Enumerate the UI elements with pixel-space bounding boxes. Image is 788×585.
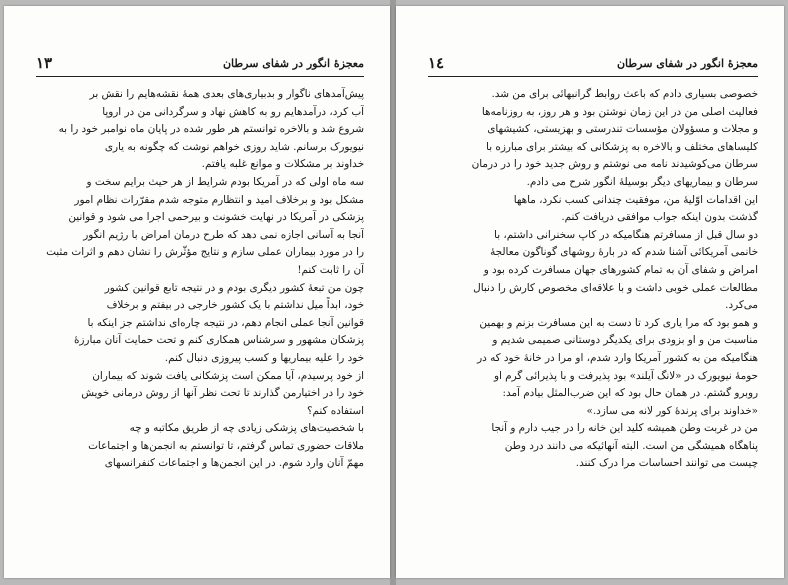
text-line: خود، ابداً میل نداشتم با یک کشور خارجی در بیفتم و برخلاف: [106, 299, 364, 312]
running-header: [428, 54, 758, 77]
left-page: [4, 6, 390, 578]
right-page: [396, 6, 784, 578]
text-line: امراض و شفای آن به تمام کشورهای جهان مسافرت کرده بود و: [483, 263, 758, 276]
text-line: سه ماه اولی که در آمریکا بودم شرایط از هر حیث برایم سخت و: [86, 175, 364, 188]
page-number: ١٣: [36, 54, 53, 72]
text-line: استفاده کنم؟: [306, 404, 364, 417]
text-line: هنگامیکه من به کشور آمریکا وارد شدم، او مرا در خانهٔ خود که در: [477, 351, 758, 364]
text-line: دو سال قبل از مسافرتم هنگامیکه در کاپ سخنرانی داشتم، با: [494, 228, 758, 241]
text-line: قوانین آنجا عملی انجام دهم، در نتیجه چاره‌ای نداشتم جز اینکه با: [87, 316, 364, 329]
text-line: روبرو گشتم. در همان حال بود که این ضرب‌المثل بیادم آمد:: [502, 387, 758, 400]
text-line: گذشت بدون اینکه جواب موافقی دریافت کنم.: [561, 211, 758, 224]
text-line: پزشکی در آمریکا در نهایت خشونت و بیرحمی اجرا می شود و قوانین: [68, 211, 364, 224]
text-line: سرطان می‌کوشیدند نامه می نوشتم و روش جدید خود را در درمان: [471, 158, 758, 171]
text-line: مطالعات عملی خوبی داشت و با علاقه‌ای مخصوص کارش را دنبال: [473, 281, 758, 294]
text-line: کلیساهای مختلف و بالاخره به پزشکانی که بیشتر برای مبارزه با: [486, 140, 758, 153]
text-line: این اقدامات اوّلیهٔ من، موفقیت چندانی کسب نکرد، ماهها: [513, 193, 758, 206]
text-line: شروع شد و بالاخره توانستم هر طور شده در پایان ماه نوامبر خود را به: [58, 123, 364, 136]
running-header: [36, 54, 364, 77]
text-line: من در غربت وطن همیشه کلید این خانه را در جیب دارم و آنجا: [491, 422, 758, 435]
page-body-text: [428, 86, 758, 473]
text-line: چون من تبعهٔ کشور دیگری بودم و در نتیجه تابع قوانین کشور: [104, 281, 364, 294]
text-line: خداوند بر مشکلات و موانع غلبه یافتم.: [201, 158, 364, 171]
text-line: با شخصیت‌های پزشکی زیادی چه از طریق مکاتبه و چه: [129, 422, 364, 435]
text-line: نیویورک برسانم. شاید روزی خواهم نوشت که چگونه به یاری: [104, 140, 364, 153]
text-line: و همو بود که مرا یاری کرد تا دست به این مسافرت بزنم و بهمین: [479, 316, 758, 329]
text-line: سرطان و بیماریهای دیگر بوسیلهٔ انگور شرح می دادم.: [526, 175, 758, 188]
text-line: خود را علیه بیماریها و کسب پیروزی دنبال کنم.: [164, 351, 364, 364]
text-line: چیست می توانند احساسات مرا درک کنند.: [575, 457, 758, 470]
page-body-text: [36, 86, 364, 473]
text-line: مهمّ آنان وارد شوم. در این انجمن‌ها و اجتماعات کنفرانسهای: [104, 457, 364, 470]
text-line: پیش‌آمدهای ناگوار و بدبیاری‌های بعدی همهٔ نقشه‌هایم را نقش بر: [89, 88, 364, 100]
text-line: و مجلات و مسؤولان مؤسسات تندرستی و بهزیستی، کشیشهای: [487, 123, 758, 136]
text-line: «خداوند برای پرندهٔ کور لانه می سازد.»: [586, 404, 758, 417]
text-line: ملاقات حضوری تماس گرفتم، تا توانستم به انجمن‌ها و اجتماعات: [88, 439, 364, 452]
text-line: حومهٔ نیویورک در «لانگ آیلند» بود پذیرفت و با پذیرائی گرم او: [493, 369, 758, 382]
text-line: خصوصی بسیاری دادم که باعث روابط گرانبهائی برای من شد.: [491, 88, 758, 100]
running-title: معجزهٔ انگور در شفای سرطان: [616, 57, 758, 70]
text-line: آن را ثابت کنم!: [297, 263, 364, 276]
text-line: از خود پرسیدم، آیا ممکن است پزشکانی یافت شوند که بیماران: [92, 369, 364, 382]
text-line: را در مورد بیماران عملی سازم و نتایج مؤثّرش را نشان دهم و اثرات مثبت: [46, 246, 364, 259]
text-line: می‌کرد.: [725, 299, 758, 312]
text-line: مناسبت من و او بزودی برای یکدیگر دوستانی صمیمی شدیم و: [492, 334, 758, 347]
page-number: ١٤: [428, 54, 445, 72]
text-line: خود را در اختیارمن گذارند تا تحت نظر آنها از روش درمانی خویش: [81, 387, 364, 400]
text-line: فعالیت اصلی من در این زمان نوشتن بود و هر روز، به روزنامه‌ها: [481, 105, 758, 118]
text-line: پزشکان مشهور و سرشناس همکاری کنم و تحت حمایت آنان مبارزهٔ: [73, 334, 364, 347]
text-line: پناهگاه همیشگی من است. البته آنهائیکه می دانند درد وطن: [504, 439, 758, 452]
text-line: خانمی آمریکائی آشنا شدم که در بارهٔ روشهای گوناگون معالجهٔ: [490, 246, 758, 259]
text-line: آب کرد، درآمدهایم رو به کاهش نهاد و سرگردانی من در اروپا: [102, 105, 364, 118]
text-line: مشکل بود و برخلاف امید و انتظارم متوجه شدم مقرّرات نظام امور: [74, 193, 364, 206]
running-title: معجزهٔ انگور در شفای سرطان: [222, 57, 364, 70]
text-line: آنجا به آسانی اجازه نمی دهد که طرح درمان امراض با رژیم انگور: [83, 228, 364, 241]
